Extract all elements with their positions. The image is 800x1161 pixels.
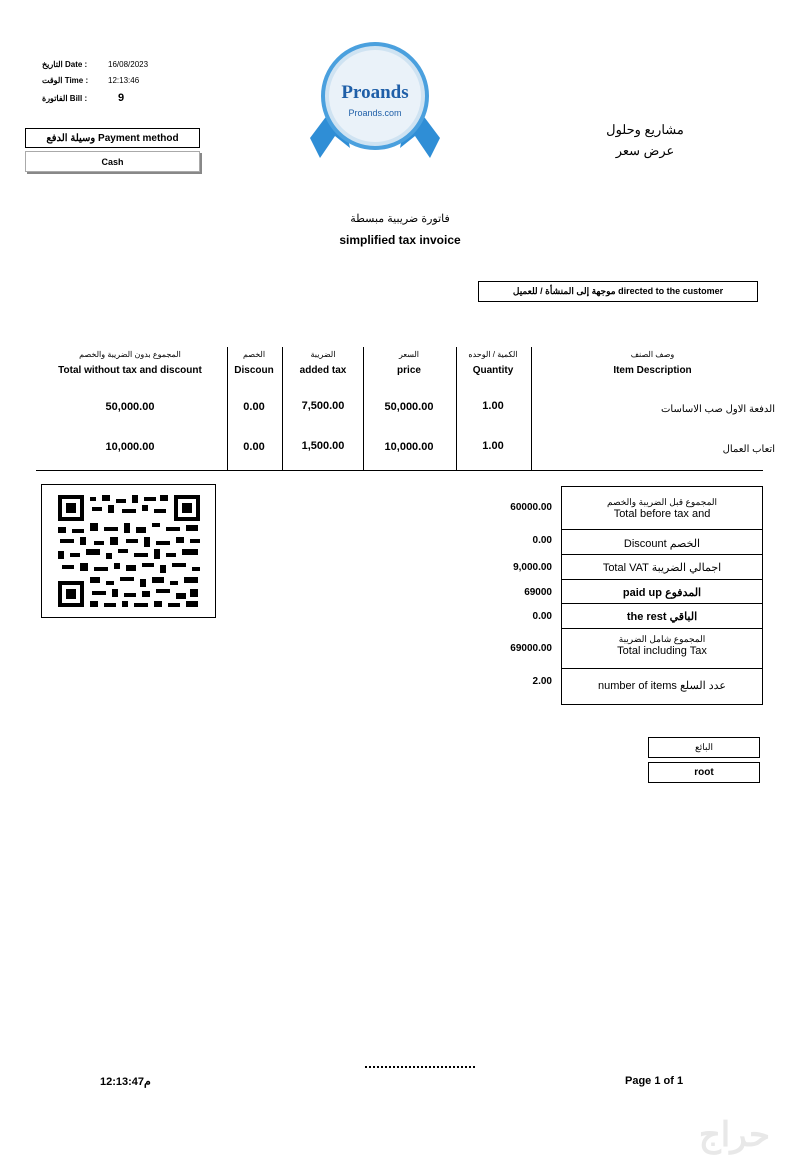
- row1-price: 50,000.00: [384, 401, 434, 413]
- header-price: السعر price: [397, 350, 421, 376]
- logo-site: Proands.com: [348, 108, 402, 118]
- time-label: الوقت Time :: [42, 76, 89, 85]
- payment-method-label: وسيلة الدفع Payment method: [25, 128, 200, 148]
- summary-label-subtotal: المجموع قبل الضريبة والخصم Total before tax and: [606, 497, 718, 520]
- date-label: التاريخ Date :: [42, 60, 88, 69]
- company-name: مشاريع وحلول: [606, 122, 684, 137]
- header-quantity: الكمية / الوحده Quantity: [468, 350, 518, 376]
- summary-box: [561, 486, 763, 705]
- footer-divider: [365, 1066, 475, 1068]
- row1-description: الدفعة الاول صب الاساسات: [660, 404, 775, 415]
- summary-label-items: number of items عدد السلع: [598, 680, 726, 692]
- seller-label: البائع: [648, 737, 760, 758]
- summary-label-total: المجموع شامل الضريبة Total including Tax: [617, 634, 707, 657]
- footer-page: Page 1 of 1: [625, 1075, 684, 1087]
- header-discount: الخصم Discoun: [234, 350, 274, 376]
- summary-label-paid: paid up المدفوع: [622, 587, 702, 599]
- company-logo: [290, 38, 460, 173]
- date-value: 16/08/2023: [108, 60, 149, 69]
- table-divider: [282, 347, 283, 470]
- company-subtitle: عرض سعر: [615, 143, 675, 158]
- summary-value-vat: 9,000.00: [513, 562, 552, 573]
- row1-tax: 7,500.00: [301, 400, 345, 412]
- summary-value-items: 2.00: [532, 676, 552, 687]
- seller-name: root: [648, 762, 760, 783]
- time-row: [42, 76, 141, 85]
- header-total: المجموع بدون الضريبة والخصم Total without tax and discount: [58, 350, 202, 376]
- footer-time: 12:13:47م: [100, 1076, 151, 1088]
- summary-value-paid: 69000: [524, 587, 552, 598]
- row2-price: 10,000.00: [384, 441, 434, 453]
- bill-row: [42, 92, 124, 104]
- qr-code-frame: [41, 484, 216, 618]
- row2-quantity: 1.00: [482, 440, 504, 452]
- header-tax: الضريبة added tax: [299, 350, 347, 376]
- row2-discount: 0.00: [243, 441, 265, 453]
- date-row: [42, 60, 148, 69]
- table-divider: [531, 347, 532, 470]
- bill-value: 9: [118, 92, 125, 104]
- qr-code-icon: [56, 493, 202, 609]
- row2-tax: 1,500.00: [301, 440, 345, 452]
- summary-value-total: 69000.00: [510, 643, 552, 654]
- invoice-title-arabic: فاتورة ضريبية مبسطة: [350, 213, 450, 225]
- summary-label-rest: the rest الباقي: [626, 611, 698, 623]
- logo-badge-icon: [290, 38, 460, 173]
- summary-value-subtotal: 60000.00: [510, 502, 552, 513]
- logo-name: Proands: [341, 82, 409, 103]
- row1-quantity: 1.00: [482, 400, 504, 412]
- table-bottom-line: [36, 470, 763, 471]
- summary-label-discount: Discount الخصم: [623, 538, 701, 550]
- row1-total: 50,000.00: [105, 401, 155, 413]
- payment-method-value: Cash: [25, 151, 200, 172]
- row2-total: 10,000.00: [105, 441, 155, 453]
- directed-to-customer: موجهة إلى المنشأة / للعميل directed to the customer: [478, 281, 758, 302]
- time-value: 12:13:46 ‎: [108, 76, 142, 85]
- summary-label-vat: Total VAT اجمالي الضريبة: [602, 562, 722, 574]
- row1-discount: 0.00: [243, 401, 265, 413]
- summary-value-discount: 0.00: [532, 535, 552, 546]
- bill-label: الفاتورة Bill :: [42, 93, 88, 103]
- invoice-title-english: simplified tax invoice: [339, 233, 461, 247]
- header-description: وصف الصنف Item Description: [613, 350, 692, 376]
- watermark-logo: حراج: [698, 1116, 770, 1154]
- row2-description: اتعاب العمال: [722, 444, 775, 455]
- summary-value-rest: 0.00: [532, 611, 552, 622]
